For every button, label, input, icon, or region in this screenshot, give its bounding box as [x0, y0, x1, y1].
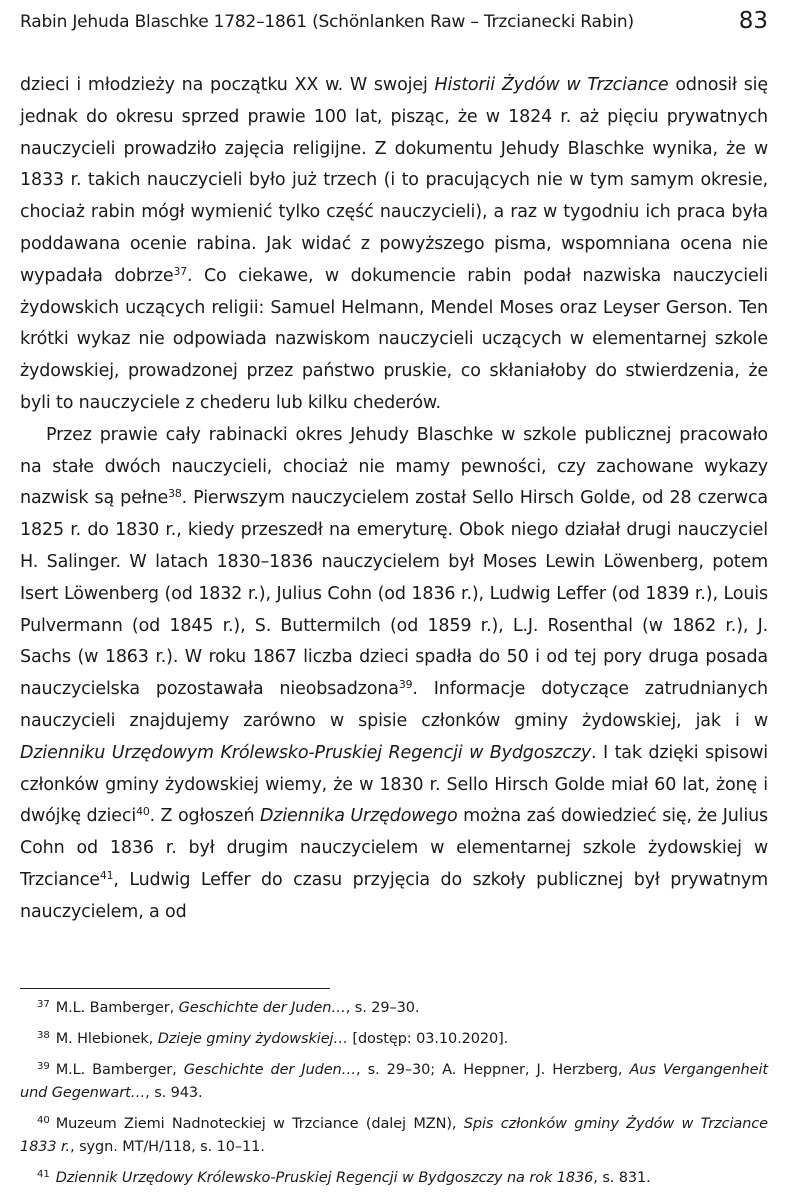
running-header: [20, 8, 768, 40]
title-italic: Dzienniku Urzędowym Królewsko-Pruskiej Regencji w Bydgoszczy: [20, 742, 592, 763]
footnote-text: M.L. Bamberger,: [55, 1062, 184, 1078]
text-run: . Pierwszym nauczycielem został Sello Hirsch Golde, od 28 czerwca 1825 r. do 1830 r., kiedy przeszedł na emeryturę. Obok niego działał drugi nauczyciel H. Salinger. W latach 1830–1836 nauczycielem był Moses Lewin Löwenberg, potem Isert Löwenberg (od 1832 r.), Julius Cohn (od 1836 r.), Ludwig Leffer (od 1839 r.), Louis Pulvermann (od 1845 r.), S. Buttermilch (od 1859 r.), L.J. Rosenthal (w 1862 r.), J. Sachs (w 1863 r.). W roku 1867 liczba dzieci spadła do 50 i od tej pory druga posada nauczycielska pozostawała nieobsadzona: [20, 488, 768, 700]
text-run: , Ludwig Leffer do czasu przyjęcia do szkoły publicznej był prywatnym nauczycielem, a od: [20, 869, 768, 922]
footnote-40: [20, 1113, 768, 1159]
footnote-title-italic: Geschichte der Juden…: [183, 1062, 357, 1078]
text-run: Przez prawie cały rabinacki okres Jehudy Blaschke w szkole publicznej pracowało na stałe dwóch nauczycieli, chociaż nie mamy pewności, czy zachowane wykazy nazwisk są pełne: [20, 424, 768, 509]
page-number: 83: [738, 8, 768, 34]
text-run: . I tak dzięki spisowi członków gminy żydowskiej wiemy, że w 1830 r. Sello Hirsch Golde miał 60 lat, żonę i dwójkę dzieci: [20, 742, 769, 827]
footnote-ref-40[interactable]: 40: [136, 805, 150, 819]
footnote-title-italic: Spis członków gminy Żydów w Trzciance 1833 r.: [20, 1116, 769, 1155]
footnote-title-italic: Aus Vergangenheit und Gegenwart…: [20, 1062, 768, 1101]
text-run: można zaś dowiedzieć się, że Julius Cohn od 1836 r. był drugim nauczycielem w elementarnej szkole żydowskiej w Trzciance: [20, 806, 768, 890]
running-title: Rabin Jehuda Blaschke 1782–1861 (Schönlanken Raw – Trzcianecki Rabin): [20, 12, 634, 32]
paragraph-1: [20, 70, 768, 420]
title-italic: Dziennika Urzędowego: [259, 806, 458, 827]
footnote-text: , s. 29–30.: [345, 1000, 420, 1016]
footnote-ref-39[interactable]: 39: [398, 678, 413, 692]
footnote-text: M.L. Bamberger,: [55, 1000, 179, 1016]
footnote-number: 38: [37, 1030, 50, 1042]
text-run: . Z ogłoszeń: [149, 806, 260, 827]
text-run: dzieci i młodzieży na początku XX w. W swojej: [20, 75, 435, 95]
footnote-title-italic: Dziennik Urzędowy Królewsko-Pruskiej Regencji w Bydgoszczy na rok 1836: [55, 1170, 594, 1186]
footnote-ref-41[interactable]: 41: [99, 868, 114, 882]
main-text: [20, 70, 768, 929]
text-run: . Co ciekawe, w dokumencie rabin podał nazwiska nauczycieli żydowskich uczących religii: Samuel Helmann, Mendel Moses oraz Leyser Gerson. Ten krótki wykaz nie odpowiada nazwiskom nauczycieli uczących w elementarnej szkole żydowskiej, prowadzonej przez państwo pruskie, co skłaniałoby do stwierdzenia, że byli to nauczyciele z chederu lub kilku chederów.: [20, 265, 768, 413]
footnote-text: , s. 831.: [593, 1170, 651, 1186]
footnote-title-italic: Dzieje gminy żydowskiej…: [157, 1031, 348, 1047]
paragraph-2: [20, 420, 768, 929]
footnote-separator: [20, 988, 330, 989]
footnote-text: [dostęp: 03.10.2020].: [347, 1031, 509, 1047]
footnote-ref-38[interactable]: 38: [168, 487, 182, 501]
footnote-text: , sygn. MT/H/118, s. 10–11.: [70, 1139, 265, 1155]
footnote-38: [20, 1028, 768, 1051]
footnote-number: 41: [37, 1169, 50, 1181]
footnote-number: 37: [37, 999, 50, 1011]
footnote-number: 40: [37, 1115, 50, 1127]
text-run: . Informacje dotyczące zatrudnianych nauczycieli znajdujemy zarówno w spisie członków gminy żydowskiej, jak i w: [20, 679, 768, 731]
footnote-41: [20, 1167, 768, 1190]
title-italic: Historii Żydów w Trzciance: [434, 75, 669, 95]
footnotes: [20, 997, 768, 1198]
footnote-39: [20, 1059, 768, 1105]
footnote-text: Muzeum Ziemi Nadnoteckiej w Trzciance (dalej MZN),: [55, 1116, 464, 1132]
text-run: odnosił się jednak do okresu sprzed prawie 100 lat, pisząc, że w 1824 r. aż pięciu prywatnych nauczycieli prowadziło zajęcia religijne. Z dokumentu Jehudy Blaschke wynika, że w 1833 r. takich nauczycieli było już trzech (i to pracujących nie w tym samym okresie, chociaż rabin mógł wymienić tylko część nauczycieli), a raz w tygodniu ich praca była poddawana ocenie rabina. Jak widać z powyższego pisma, wspomniana ocena nie wypadała dobrze: [20, 75, 768, 286]
footnote-title-italic: Geschichte der Juden…: [178, 1000, 346, 1016]
footnote-ref-37[interactable]: 37: [173, 264, 188, 278]
footnote-37: [20, 997, 768, 1020]
footnote-text: M. Hlebionek,: [55, 1031, 158, 1047]
footnote-text: , s. 943.: [145, 1085, 203, 1101]
footnote-text: , s. 29–30; A. Heppner, J. Herzberg,: [356, 1062, 630, 1078]
footnote-number: 39: [37, 1061, 50, 1073]
